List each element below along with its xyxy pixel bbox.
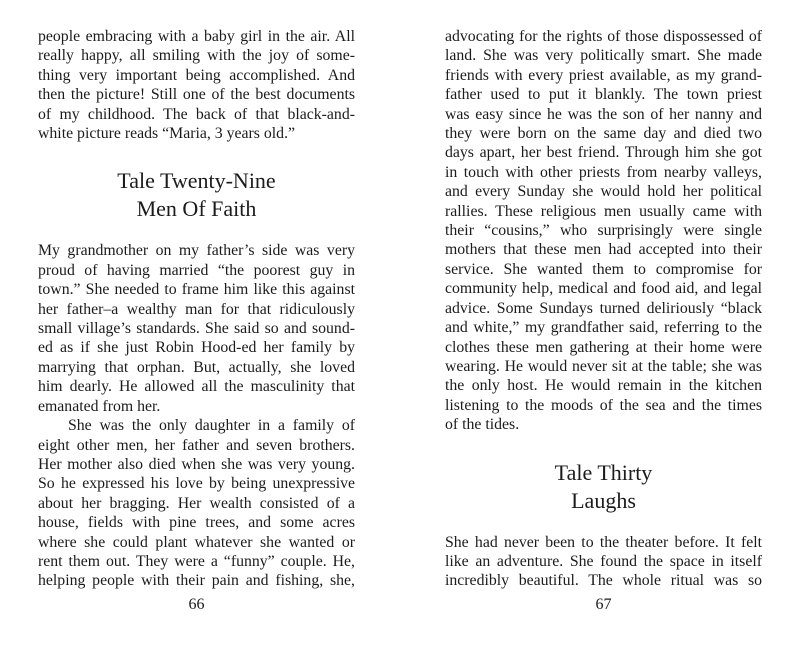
page-right-text-column <box>445 27 762 591</box>
text-line: land. She was very politically smart. She made <box>445 47 762 65</box>
paragraph <box>38 416 355 591</box>
text-line: like an adventure. She found the space in itself <box>445 552 762 570</box>
heading-line: Laughs <box>571 487 636 513</box>
heading-line: Tale Thirty <box>554 459 653 485</box>
text-line: in touch with other priests from nearby valleys, <box>445 163 762 181</box>
text-line: ed as if she just Robin Hood-ed her family by <box>38 339 355 357</box>
text-line: She was the only daughter in a family of <box>68 417 355 435</box>
paragraph <box>445 27 762 435</box>
text-line: where she could plant whatever she wanted or <box>38 533 355 551</box>
text-line: helping people with their pain and fishing, she, <box>38 572 355 590</box>
text-line: rent them out. They were a “funny” couple. He, <box>38 552 355 570</box>
text-line: small village’s standards. She said so and sound- <box>38 320 355 338</box>
page-number-right: 67 <box>595 596 612 613</box>
text-line: She had never been to the theater before. It felt <box>445 533 762 551</box>
page-left-text-column <box>38 27 355 591</box>
text-line: about her bragging. Her wealth consisted of a <box>38 494 355 512</box>
chapter-heading <box>445 459 762 515</box>
text-line: friends with every priest available, as my grand- <box>445 66 762 84</box>
text-line: community help, medical and food aid, and legal <box>445 280 762 298</box>
text-line: days apart, her best friend. Through him she got <box>445 144 762 162</box>
text-line: then the picture! Still one of the best documents <box>38 86 355 104</box>
page-right <box>400 0 800 647</box>
text-line: was easy since he was the son of her nanny and <box>445 105 762 123</box>
text-line: advocating for the rights of those dispossessed of <box>445 28 762 45</box>
text-line: wearing. He would never sit at the table; she was <box>445 357 762 375</box>
paragraph <box>38 27 355 143</box>
text-line: service. She wanted them to compromise for <box>445 260 762 278</box>
heading-line: Men Of Faith <box>136 196 257 222</box>
text-line: Her mother also died when she was very young. <box>38 455 355 473</box>
text-line: him dearly. He allowed all the masculinity that <box>38 378 355 396</box>
text-line: people embracing with a baby girl in the air. All <box>38 28 355 45</box>
paragraph <box>445 533 762 591</box>
text-line: the only host. He would remain in the kitchen <box>445 377 762 395</box>
text-line: listening to the moods of the sea and the times <box>445 396 762 414</box>
text-line: really happy, all smiling with the joy of some- <box>38 47 355 65</box>
page-number-left: 66 <box>188 596 205 613</box>
text-line: mothers that these men had accepted into their <box>445 241 762 259</box>
paragraph <box>38 241 355 416</box>
text-line: thing very important being accomplished. And <box>38 66 355 84</box>
text-line: they were born on the same day and died two <box>445 125 762 143</box>
text-line: her father–a wealthy man for that ridiculously <box>38 300 355 318</box>
text-line: and white,” my grandfather said, referring to the <box>445 319 762 337</box>
text-line: town.” She needed to frame him like this against <box>38 281 355 299</box>
text-line: incredibly beautiful. The whole ritual was so <box>445 572 762 590</box>
heading-line: Tale Twenty-Nine <box>117 168 276 194</box>
chapter-heading <box>38 167 355 223</box>
text-line: proud of having married “the poorest guy in <box>38 261 355 279</box>
text-line: rallies. These religious men usually came with <box>445 202 762 220</box>
text-line: and every Sunday she would hold her political <box>445 183 762 201</box>
text-line: emanated from her. <box>38 397 161 415</box>
text-line: white picture reads “Maria, 3 years old.” <box>38 125 296 143</box>
text-line: eight other men, her father and seven brothers. <box>38 436 355 454</box>
text-line: clothes these men gathering at their home were <box>445 338 762 356</box>
text-line: their “cousins,” who surprisingly were single <box>445 222 762 240</box>
text-line: of the tides. <box>445 416 520 434</box>
text-line: My grandmother on my father’s side was very <box>38 242 355 260</box>
text-line: father used to put it blankly. The town priest <box>445 86 762 104</box>
text-line: So he expressed his love by being unexpressive <box>38 475 355 493</box>
text-line: marrying that orphan. But, actually, she loved <box>38 358 355 376</box>
text-line: advice. Some Sundays turned deliriously “black <box>445 299 762 317</box>
text-line: of my childhood. The back of that black-and- <box>38 105 355 123</box>
text-line: house, fields with pine trees, and some acres <box>38 514 355 532</box>
